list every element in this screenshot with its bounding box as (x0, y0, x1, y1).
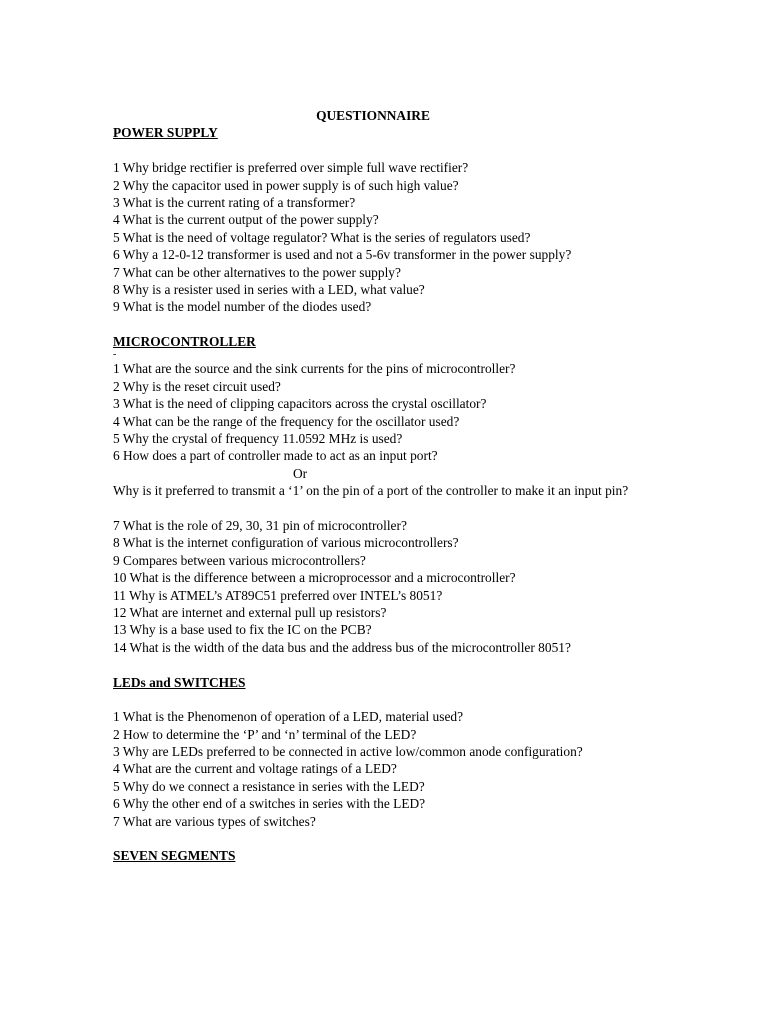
section-heading-seven-segments: SEVEN SEGMENTS (113, 848, 236, 864)
question-item: 9 What is the model number of the diodes used? (113, 299, 372, 315)
question-item: 3 What is the current rating of a transformer? (113, 194, 356, 210)
question-item: 8 What is the internet configuration of various microcontrollers? (113, 535, 459, 551)
question-item: 14 What is the width of the data bus and the address bus of the microcontroller 8051? (113, 639, 571, 655)
alternate-question: Why is it preferred to transmit a ‘1’ on the pin of a port of the controller to make it an input pin? (113, 483, 629, 499)
question-item: 11 Why is ATMEL’s AT89C51 preferred over INTEL’s 8051? (113, 587, 443, 603)
question-item: 10 What is the difference between a microprocessor and a microcontroller? (113, 570, 516, 586)
question-item: 6 Why a 12-0-12 transformer is used and not a 5-6v transformer in the power supply? (113, 247, 572, 263)
spacer (113, 316, 673, 333)
question-item: 12 What are internet and external pull up resistors? (113, 604, 387, 620)
question-item: 4 What is the current output of the power supply? (113, 212, 379, 228)
question-item: 4 What are the current and voltage ratings of a LED? (113, 761, 397, 777)
document-title: QUESTIONNAIRE (316, 108, 430, 123)
question-item: 1 Why bridge rectifier is preferred over simple full wave rectifier? (113, 160, 469, 176)
question-item: 8 Why is a resister used in series with a LED, what value? (113, 281, 425, 297)
spacer (113, 830, 673, 847)
question-item: 1 What are the source and the sink currents for the pins of microcontroller? (113, 361, 516, 377)
spacer (113, 691, 673, 708)
question-item: 7 What is the role of 29, 30, 31 pin of microcontroller? (113, 518, 407, 533)
question-item: 6 Why the other end of a switches in series with the LED? (113, 796, 426, 812)
section-heading-microcontroller: MICROCONTROLLER (113, 334, 256, 350)
stray-dash: - (113, 349, 117, 361)
question-item: 6 How does a part of controller made to act as an input port? (113, 448, 438, 464)
question-item: 2 Why the capacitor used in power supply is of such high value? (113, 177, 459, 193)
spacer (113, 500, 673, 517)
question-item: 3 Why are LEDs preferred to be connected in active low/common anode configuration? (113, 744, 583, 760)
section-heading-leds-switches: LEDs and SWITCHES (113, 674, 246, 690)
question-item: 5 Why do we connect a resistance in series with the LED? (113, 778, 425, 794)
question-item: 5 What is the need of voltage regulator? What is the series of regulators used? (113, 229, 531, 245)
document-page (113, 107, 673, 865)
question-item: 7 What can be other alternatives to the power supply? (113, 264, 401, 280)
spacer (113, 656, 673, 673)
question-item: 2 Why is the reset circuit used? (113, 378, 281, 394)
spacer (113, 142, 673, 159)
question-item: 13 Why is a base used to fix the IC on the PCB? (113, 622, 372, 638)
question-item: 2 How to determine the ‘P’ and ‘n’ terminal of the LED? (113, 726, 417, 742)
question-item: 4 What can be the range of the frequency for the oscillator used? (113, 413, 460, 429)
question-item: 7 What are various types of switches? (113, 813, 316, 829)
question-item: 9 Compares between various microcontrollers? (113, 552, 366, 568)
question-item: 5 Why the crystal of frequency 11.0592 MHz is used? (113, 431, 403, 447)
question-item: 3 What is the need of clipping capacitors across the crystal oscillator? (113, 396, 487, 412)
section-heading-power-supply: POWER SUPPLY (113, 125, 218, 141)
or-separator: Or (293, 465, 308, 481)
question-item: 1 What is the Phenomenon of operation of a LED, material used? (113, 709, 464, 725)
